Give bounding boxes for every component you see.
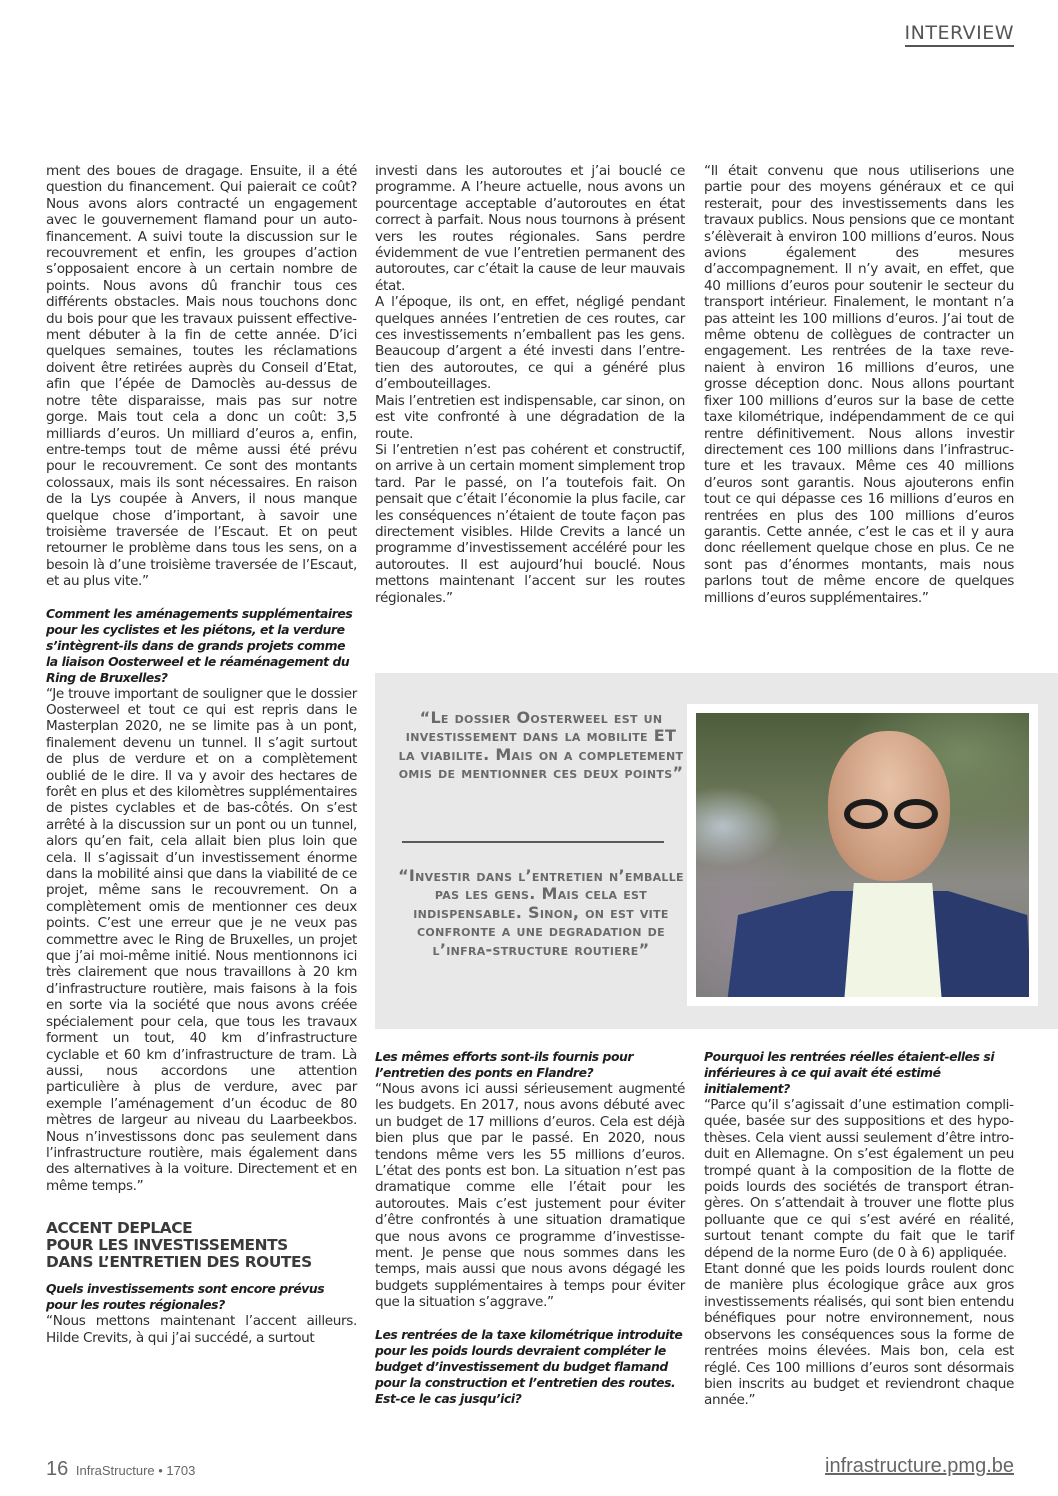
paragraph: “Il était convenu que nous utiliserions une partie pour des moyens généraux et ce qui resterait, pour des investissements dans les travaux publics. Nous pensions que ce montant s’élèverait à environ 100 millions d’euros. Nous avions également des mesures d’accompagnement. Il n’y avait, en effet, que 40 millions d’euros pour soutenir le secteur du transport intérieur. Finalement, le montant n’a pas atteint les 100 millions d’euros. J’ai tout de même obtenu de collègues de contracter un engagement. Les rentrées de la taxe revenaient à environ 16 millions d’euros, une grosse déception donc. Nous allons pourtant fixer 100 millions d’euros sur la base de cette taxe kilométrique, indépendamment de ce qui rentre définitivement. Nous allons investir directement ces 100 millions dans l’infrastructure et les travaux. Même ces 40 millions d’euros sont garantis. Nous ajouterons enfin tout ce qui dépasse ces 16 millions d’euros en rentrées en plus des 100 millions d’euros garantis. Cette année, c’est le cas et il y aura donc réellement quelque chose en plus. Ce ne sont pas d’énormes montants, mais nous parlons tout de même encore de quelques millions d’euros supplémentaires.” [704, 163, 1014, 606]
publication-name: InfraStructure • 1703 [75, 1463, 196, 1478]
paragraph: Si l’entretien n’est pas cohérent et constructif, on arrive à un certain moment simplement trop tard. Par le passé, on l’a toutefois fait. On pensait que c’était l’économie la plus facile, car les conséquences n’étaient de toute façon pas directement visibles. Hilde Crevits a lancé un programme d’investissement accéléré pour les autoroutes. Il est aujourd’hui bouclé. Nous mettons maintenant l’accent sur les routes régionales.” [375, 441, 685, 606]
column-3 [704, 163, 1014, 606]
section-tag: INTERVIEW [905, 22, 1014, 47]
paragraph: Etant donné que les poids lourds roulent donc de manière plus écologique grâce aux gros investissements réalisés, qui sont bien entendu bénéfiques pour notre environnement, nous observons les conséquences sous la forme de rentrées moins élevées. Mais bon, cela est réglé. Ces 100 millions d’euros sont désormais bien inscrits au budget et reviendront chaque année.” [704, 1261, 1014, 1409]
paragraph: Mais l’entretien est indispensable, car sinon, on est vite confronté à une dégradation de la route. [375, 392, 685, 442]
paragraph: investi dans les autoroutes et j’ai bouclé ce programme. A l’heure actuelle, nous avons un pourcentage acceptable d’autoroutes en état correct à parfait. Nous nous tournons à présent vers les routes régionales. Sans perdre évidemment de vue l’entretien permanent des autoroutes, car c’était la cause de leur mauvais état. [375, 163, 685, 294]
column-3-lower [704, 1049, 1014, 1409]
paragraph: A l’époque, ils ont, en effet, négligé pendant quelques années l’entretien de ces routes, car ces investissements n’emballent pas les gens. Beaucoup d’argent a été investi dans l’entretien des autoroutes, ce qui a généré plus d’embouteillages. [375, 294, 685, 393]
portrait-photo [696, 713, 1029, 997]
paragraph: “Je trouve important de souligner que le dossier Oosterweel et tout ce qui est repris dans le Masterplan 2020, ne se limite pas à un pont, finalement devenu un tunnel. Il s’agit surtout de plus de verdure et on a complètement oublié de le dire. Il va y avoir des hectares de forêt en plus et des kilomètres supplémentaires de pistes cyclables et de bas-côtés. On s’est arrêté à la discussion sur un pont ou un tunnel, alors qu’en fait, cela allait bien plus loin que cela. Il s’agissait d’un investissement énorme dans la mobilité ainsi que dans la viabilité de ce projet, même sans le recouvrement. On a complètement omis de mentionner ces deux points. C’est une erreur que je ne veux pas commettre avec le Ring de Bruxelles, un projet que j’ai moi-même initié. Nous mentionnons ici très clairement que nous travaillons à 20 km d’infrastructure routière, mais faisons à la fois en sorte via la société que nous avons créée spécialement pour cela, que tous les travaux forment un tout, 40 km d’infrastructure cyclable et 60 km d’infrastructure de tram. Là aussi, nous accordons une attention particulière à plus de verdure, avec par exemple l’aménagement d’un écoduc de 80 mètres de largeur au niveau du Laarbeekbos. Nous n’investissons donc pas seulement dans l’infrastructure routière, mais également dans des alternatives à la voiture. Directement et en même temps.” [46, 685, 357, 1194]
website-link[interactable]: infrastructure.pmg.be [825, 1455, 1014, 1477]
interview-question: Les rentrées de la taxe kilométrique introduite pour les poids lourds devraient compléter le budget d’investissement du budget flamand pour la construction et l’entretien des routes. Est-ce le cas jusqu’ici? [375, 1326, 683, 1406]
pull-quote-2: “Investir dans l’entretien n’emballe pas les gens. Mais cela est indispensable. Sinon, on est vite confronte a une degradation de l’infra-structure routiere” [398, 866, 684, 959]
paragraph: “Nous avons ici aussi sérieusement augmenté les budgets. En 2017, nous avons débuté avec un budget de 17 millions d’euros. Cela est déjà bien plus que par le passé. En 2020, nous tendons même vers les 55 millions d’euros. L’état des ponts est bon. La situation n’est pas dramatique comme elle l’était pour les autoroutes. Mais c’est justement pour éviter d’être confrontés à une situation dramatique que nous avons ce programme d’investissement. Je pense que nous sommes dans les temps, mais aussi que nous avons dégagé les budgets supplémentaires à temps pour éviter que la situation s’aggrave.” [375, 1081, 685, 1311]
photo-frame [687, 704, 1038, 1006]
paragraph: “Parce qu’il s’agissait d’une estimation compliquée, basée sur des suppositions et des hypothèses. Cela vient aussi seulement d’être introduit en Allemagne. On s’est également un peu trompé quant à la composition de la flotte de poids lourds des sociétés de transport étrangères. On s’attendait à trouver une flotte plus polluante que ce qui s’est avéré en réalité, surtout tenant compte du fait que le tarif dépend de la norme Euro (de 0 à 6) appliquée. [704, 1097, 1014, 1261]
column-2-lower [375, 1049, 685, 1407]
column-1 [46, 163, 357, 1346]
page-footer [46, 1458, 195, 1481]
paragraph: ment des boues de dragage. Ensuite, il a été question du financement. Qui paierait ce coût? Nous avons alors contracté un engagement avec le gouvernement flamand pour un auto-financement. A suivi toute la discussion sur le recouvrement et enfin, les groupes d’action s’opposaient encore à un certain nombre de points. Nous avons dû franchir tous ces différents obstacles. Mais nous touchons donc du bois pour que les travaux puissent effectivement débuter à la fin de cette année. D’ici quelques semaines, toutes les réclamations doivent être retirées auprès du Conseil d’Etat, afin que l’épée de Damoclès au-dessus de notre tête disparaisse, mais pas sur notre gorge. Mais tout cela a donc un coût: 3,5 milliards d’euros. Un milliard d’euros a, enfin, entre-temps tout de même aussi été prévu pour le recouvrement. Ce sont des montants colossaux, mais ils sont nécessaires. En raison de la Lys coupée à Anvers, il nous manque quelque chose d’important, à savoir une troisième traversée de l’Escaut. Et on peut retourner le problème dans tous les sens, on a besoin là d’une troisième traversée de l’Escaut, et au plus vite.” [46, 163, 357, 590]
section-heading: ACCENT DEPLACE POUR LES INVESTISSEMENTS DANS L’ENTRETIEN DES ROUTES [46, 1219, 312, 1272]
interview-question: Pourquoi les rentrées réelles étaient-elles si inférieures à ce qui avait été estimé initialement? [704, 1049, 995, 1096]
column-2 [375, 163, 685, 606]
page-number: 16 [46, 1458, 69, 1480]
interview-question: Quels investissements sont encore prévus pour les routes régionales? [46, 1281, 325, 1313]
paragraph: “Nous mettons maintenant l’accent ailleurs. Hilde Crevits, à qui j’ai succédé, a surtout [46, 1313, 357, 1346]
interview-question: Les mêmes efforts sont-ils fournis pour l’entretien des ponts en Flandre? [375, 1049, 634, 1080]
pullquote-panel [375, 673, 1058, 1029]
interview-question: Comment les aménagements supplémentaires pour les cyclistes et les piétons, et la verdure s’intègrent-ils dans de grands projets comme la liaison Oosterweel et le réaménagement du Ring de Bruxelles? [46, 605, 353, 685]
divider [402, 841, 664, 843]
pull-quote-1: “Le dossier Oosterweel est un investissement dans la mobilite ET la viabilite. Mais on a completement omis de mentionner ces deux points” [398, 708, 684, 783]
glasses-icon [844, 799, 888, 829]
